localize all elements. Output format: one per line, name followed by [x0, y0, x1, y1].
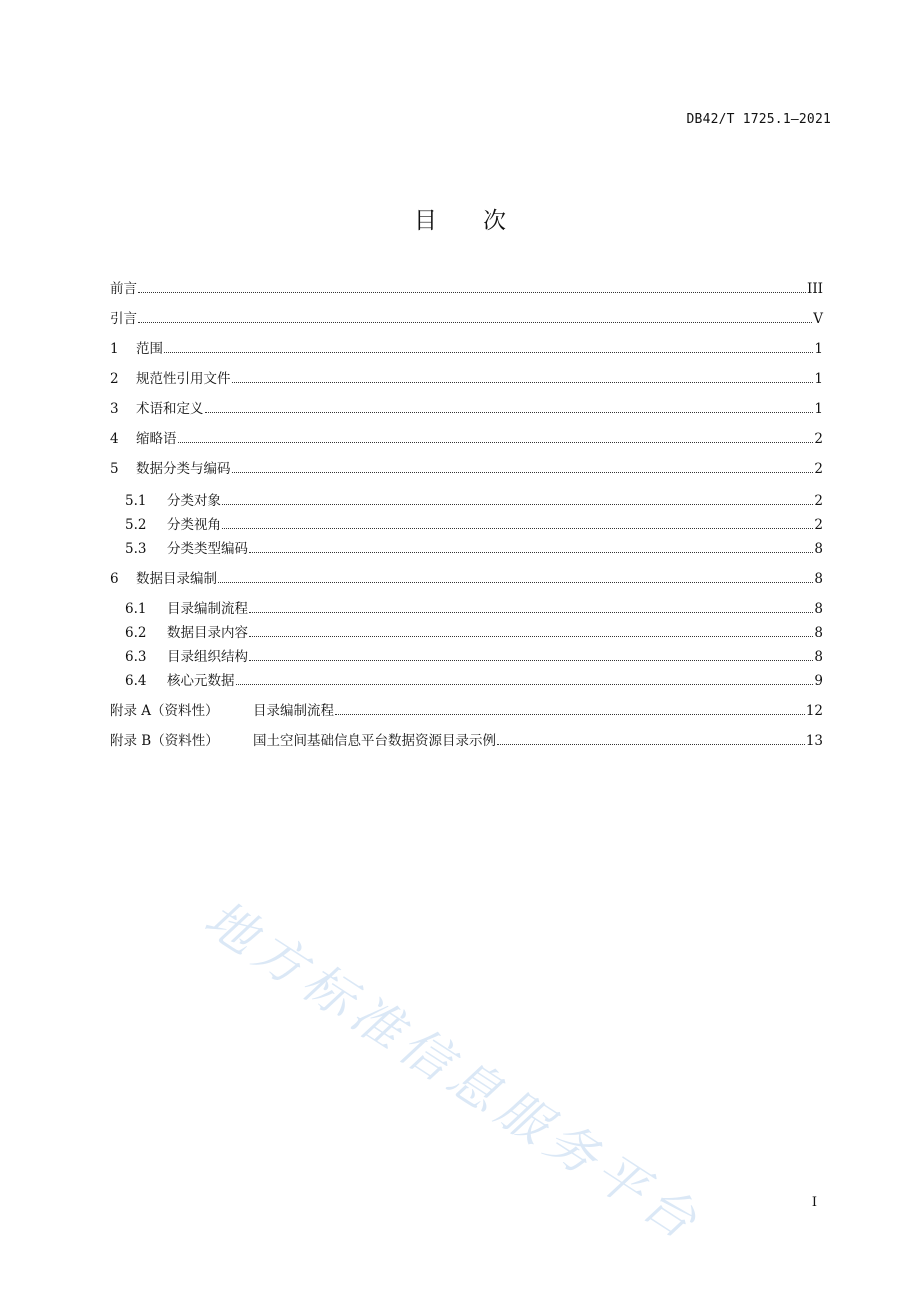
document-code: DB42/T 1725.1—2021 [686, 112, 831, 127]
toc-dot-leader [138, 321, 812, 323]
toc-entry-number: 5.3 [125, 541, 147, 557]
toc-entry[interactable] [110, 339, 823, 359]
toc-dot-leader [138, 291, 806, 293]
toc-entry-label: 术语和定义 [136, 401, 204, 417]
toc-entry-page: 8 [814, 571, 823, 587]
toc-entry-label: 分类视角 [167, 517, 221, 533]
toc-entry-number: 5.1 [125, 493, 147, 509]
toc-entry-page: 1 [814, 371, 823, 387]
toc-entry[interactable] [110, 399, 823, 419]
toc-entry-page: 2 [814, 461, 823, 477]
toc-dot-leader [232, 381, 814, 383]
title-char-1: 目 [414, 208, 437, 234]
page-title [0, 202, 920, 235]
title-char-2: 次 [483, 208, 506, 234]
toc-entry[interactable] [125, 515, 823, 535]
toc-entry-number: 6.3 [125, 649, 147, 665]
toc-entry[interactable] [125, 647, 823, 667]
toc-entry-page: 8 [814, 649, 823, 665]
toc-entry-label: 前言 [110, 281, 137, 297]
toc-dot-leader [164, 351, 813, 353]
toc-entry-label: 目录组织结构 [167, 649, 248, 665]
toc-dot-leader [222, 503, 813, 505]
toc-dot-leader [249, 635, 813, 637]
toc-entry-number: 6.1 [125, 601, 147, 617]
toc-dot-leader [232, 471, 814, 473]
toc-entry-label: 数据目录编制 [136, 571, 217, 587]
toc-entry-label: 缩略语 [136, 431, 177, 447]
toc-entry[interactable] [110, 731, 823, 751]
toc-dot-leader [497, 743, 805, 745]
toc-entry[interactable] [125, 491, 823, 511]
toc-dot-leader [205, 411, 814, 413]
toc-entry[interactable] [110, 309, 823, 329]
toc-entry[interactable] [110, 429, 823, 449]
toc-entry[interactable] [125, 539, 823, 559]
toc-entry[interactable] [110, 369, 823, 389]
toc-entry-number: 附录 B（资料性） [110, 733, 219, 749]
toc-entry-page: 12 [805, 703, 823, 719]
toc-entry[interactable] [125, 599, 823, 619]
toc-entry-page: 2 [814, 431, 823, 447]
toc-entry-page: 1 [814, 341, 823, 357]
toc-dot-leader [178, 441, 814, 443]
toc-entry-label: 分类对象 [167, 493, 221, 509]
toc-entry-label: 范围 [136, 341, 163, 357]
toc-entry-label: 数据分类与编码 [136, 461, 231, 477]
toc-entry-label: 引言 [110, 311, 137, 327]
toc-entry-page: 2 [814, 517, 823, 533]
toc-entry-page: 8 [814, 601, 823, 617]
toc-dot-leader [249, 551, 813, 553]
toc-entry[interactable] [125, 671, 823, 691]
toc-entry-number: 6.2 [125, 625, 147, 641]
toc-entry-page: 8 [814, 541, 823, 557]
toc-dot-leader [249, 659, 813, 661]
toc-entry-number: 6.4 [125, 673, 147, 689]
toc-entry-number: 5.2 [125, 517, 147, 533]
toc-entry-page: 9 [814, 673, 823, 689]
toc-entry-number: 2 [110, 371, 119, 387]
toc-dot-leader [236, 683, 814, 685]
toc-entry-label: 规范性引用文件 [136, 371, 231, 387]
toc-entry[interactable] [125, 623, 823, 643]
toc-entry-label: 目录编制流程 [167, 601, 248, 617]
toc-entry[interactable] [110, 459, 823, 479]
toc-entry-page: 13 [805, 733, 823, 749]
toc-dot-leader [222, 527, 813, 529]
toc-dot-leader [249, 611, 813, 613]
toc-entry-page: 1 [814, 401, 823, 417]
toc-entry-page: 2 [814, 493, 823, 509]
toc-entry[interactable] [110, 279, 823, 299]
toc-dot-leader [218, 581, 813, 583]
page-number: I [811, 1195, 817, 1210]
toc-entry-number: 5 [110, 461, 119, 477]
toc-entry[interactable] [110, 701, 823, 721]
toc-entry-label: 核心元数据 [167, 673, 235, 689]
toc-entry-page: V [813, 311, 823, 327]
toc-dot-leader [335, 713, 805, 715]
toc-entry-page: 8 [814, 625, 823, 641]
toc-entry-page: III [807, 281, 823, 297]
toc-entry-label: 国土空间基础信息平台数据资源目录示例 [253, 733, 496, 749]
toc-entry-number: 4 [110, 431, 119, 447]
toc-entry-label: 分类类型编码 [167, 541, 248, 557]
toc-entry-number: 6 [110, 571, 119, 587]
toc-entry-number: 附录 A（资料性） [110, 703, 219, 719]
toc-entry[interactable] [110, 569, 823, 589]
watermark: 地方标准信息服务平台 [194, 889, 713, 1254]
toc-entry-label: 数据目录内容 [167, 625, 248, 641]
toc-entry-label: 目录编制流程 [253, 703, 334, 719]
toc-entry-number: 1 [110, 341, 119, 357]
toc-entry-number: 3 [110, 401, 119, 417]
